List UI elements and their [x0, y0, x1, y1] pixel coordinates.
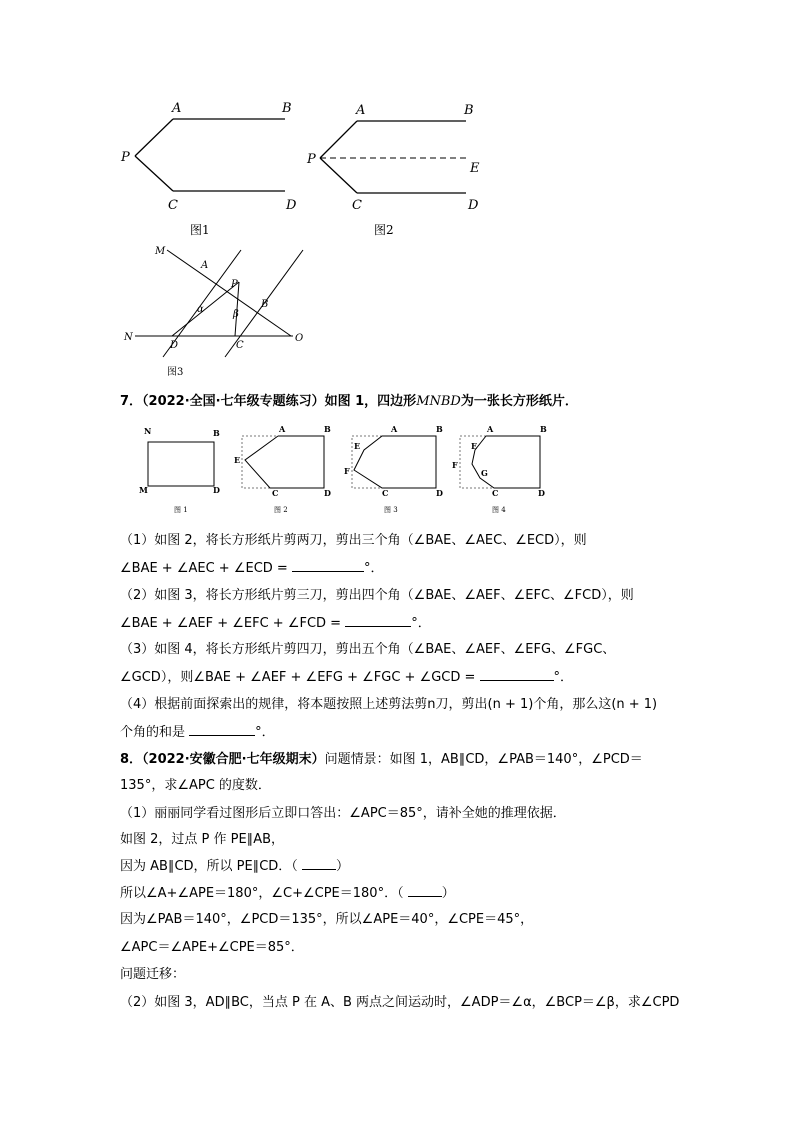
q7-part4-text: 个角的和是 — [120, 725, 186, 740]
q7-part4-line1: （4）根据前面探索出的规律，将本题按照上述剪法剪n刀，剪出(n + 1)个角，那么这(n + 1) — [120, 697, 658, 712]
q7-fig2-D: D — [324, 488, 331, 498]
q7-part3-answer-blank[interactable] — [480, 668, 554, 681]
q7-source: （2022·全国·七年级专题练习） — [142, 394, 325, 409]
q7-fig2-C: C — [272, 488, 279, 498]
q8-source: （2022·安徽合肥·七年级期末） — [142, 752, 325, 767]
fig3-label-A: A — [201, 260, 209, 271]
fig3-label-beta: β — [233, 309, 239, 320]
q7-fig3-B: B — [436, 424, 443, 434]
fig1-label-B: B — [282, 101, 292, 116]
q7-part1-expr: ∠BAE + ∠AEC + ∠ECD = — [120, 561, 288, 576]
fig3-label-N: N — [124, 332, 133, 343]
fig3-label-M: M — [155, 246, 166, 257]
q7-fig1-N: N — [144, 426, 152, 436]
q7-number: 7． — [120, 394, 143, 409]
q7-part2-expr: ∠BAE + ∠AEF + ∠EFC + ∠FCD = — [120, 616, 342, 631]
q7-fig3-A: A — [391, 424, 398, 434]
q8-reason2-blank[interactable] — [408, 884, 442, 897]
q7-stem-pre: 如图 1，四边形 — [324, 394, 417, 409]
q7-fig4-D: D — [538, 488, 545, 498]
q7-fig4-G: G — [481, 468, 488, 478]
fig2-label-C: C — [352, 198, 362, 213]
q7-fig2-A: A — [279, 424, 286, 434]
fig3-label-B: B — [261, 299, 269, 310]
q8-proof-line3-text: 所以∠A+∠APE＝180°，∠C+∠CPE＝180°．（ — [120, 886, 404, 901]
q7-stem-var: MNBD — [416, 394, 461, 409]
q8-part2: （2）如图 3，AD∥BC，当点 P 在 A、B 两点之间运动时，∠ADP＝∠α，∠BCP＝∠β，求∠CPD — [120, 995, 680, 1010]
q8-proof-line3-end: ） — [441, 886, 455, 901]
fig1-label-D: D — [286, 198, 297, 213]
fig2-label-D: D — [468, 198, 479, 213]
fig3-label-O: O — [295, 333, 304, 344]
q8-proof-line5: ∠APC＝∠APE+∠CPE＝85°． — [120, 940, 304, 955]
q7-part3-line1: （3）如图 4，将长方形纸片剪四刀，剪出五个角（∠BAE、∠AEF、∠EFG、∠FGC、 — [120, 642, 616, 657]
q7-figures — [130, 420, 560, 520]
q7-part4-line2 — [120, 723, 275, 742]
q7-fig1-D: D — [213, 485, 220, 495]
q8-stem — [120, 751, 643, 769]
q8-proof-line2-text: 因为 AB∥CD，所以 PE∥CD．（ — [120, 859, 298, 874]
q7-fig4-A: A — [487, 424, 494, 434]
q7-part4-answer-blank[interactable] — [189, 723, 255, 736]
q7-fig3-E: E — [354, 441, 361, 451]
q7-fig3-F: F — [344, 466, 350, 476]
q7-part3-end: °． — [553, 670, 574, 685]
fig1-label-P: P — [121, 150, 130, 165]
fig3-label-P: P — [231, 279, 238, 290]
figure-2 — [300, 92, 500, 242]
q7-fig2-E: E — [234, 455, 241, 465]
q7-stem-post: 为一张长方形纸片． — [460, 394, 578, 409]
q7-fig1-caption: 图 1 — [174, 506, 188, 514]
q8-proof-line4: 因为∠PAB＝140°，∠PCD＝135°，所以∠APE＝40°，∠CPE＝45°， — [120, 912, 534, 927]
q8-number: 8． — [120, 752, 143, 767]
q7-fig3-caption: 图 3 — [384, 506, 398, 514]
q7-part2-answer-blank[interactable] — [345, 614, 411, 627]
q8-proof-line2 — [120, 857, 349, 876]
q7-fig2-caption: 图 2 — [274, 506, 288, 514]
figure-3 — [115, 242, 320, 382]
fig1-caption: 图1 — [190, 223, 210, 237]
q8-proof-line3 — [120, 884, 455, 903]
q7-fig3-D: D — [436, 488, 443, 498]
fig2-label-E: E — [470, 161, 480, 176]
q8-stem-text: 问题情景：如图 1，AB∥CD，∠PAB＝140°，∠PCD＝ — [324, 752, 643, 767]
q8-stem-line2: 135°，求∠APC 的度数． — [120, 778, 271, 793]
q7-fig4-F: F — [452, 460, 458, 470]
q7-stem — [120, 393, 578, 411]
q8-reason1-blank[interactable] — [302, 857, 336, 870]
q8-part1: （1）丽丽同学看过图形后立即口答出：∠APC＝85°，请补全她的推理依据． — [120, 806, 566, 821]
q7-part3-expr: ∠GCD），则∠BAE + ∠AEF + ∠EFG + ∠FGC + ∠GCD = — [120, 670, 476, 685]
q7-part2-end: °． — [411, 616, 431, 631]
q7-fig4-E: E — [471, 441, 478, 451]
fig1-label-A: A — [172, 101, 182, 116]
fig2-label-P: P — [307, 152, 316, 167]
q8-proof-line2-end: ） — [335, 859, 349, 874]
q7-fig4-C: C — [492, 488, 499, 498]
q7-part2-line1: （2）如图 3，将长方形纸片剪三刀，剪出四个角（∠BAE、∠AEF、∠EFC、∠FCD），则 — [120, 588, 634, 603]
fig3-label-D: D — [170, 340, 179, 351]
q8-migration-heading: 问题迁移： — [120, 967, 186, 982]
fig3-label-alpha: α — [197, 304, 204, 315]
figure-1 — [110, 92, 310, 242]
q8-proof-line1: 如图 2，过点 P 作 PE∥AB， — [120, 832, 285, 847]
q7-part1-answer-blank[interactable] — [292, 559, 364, 572]
q7-part4-end: °． — [255, 725, 275, 740]
q7-part1-end: °． — [363, 561, 384, 576]
q7-fig1-M: M — [139, 485, 148, 495]
q7-fig4-B: B — [540, 424, 547, 434]
fig3-caption: 图3 — [167, 367, 184, 378]
fig3-label-C: C — [236, 340, 244, 351]
q7-part2-line2 — [120, 614, 431, 633]
q7-fig4-caption: 图 4 — [492, 506, 506, 514]
q7-fig3-C: C — [382, 488, 389, 498]
fig2-label-A: A — [356, 103, 366, 118]
q7-part3-line2 — [120, 668, 573, 687]
fig2-label-B: B — [464, 103, 474, 118]
q7-fig2-B: B — [324, 424, 331, 434]
fig2-caption: 图2 — [374, 223, 394, 237]
q7-fig1-B: B — [213, 428, 220, 438]
fig1-label-C: C — [168, 198, 178, 213]
q7-part1-line1: （1）如图 2，将长方形纸片剪两刀，剪出三个角（∠BAE、∠AEC、∠ECD），则 — [120, 533, 587, 548]
q7-part1-line2 — [120, 559, 383, 578]
